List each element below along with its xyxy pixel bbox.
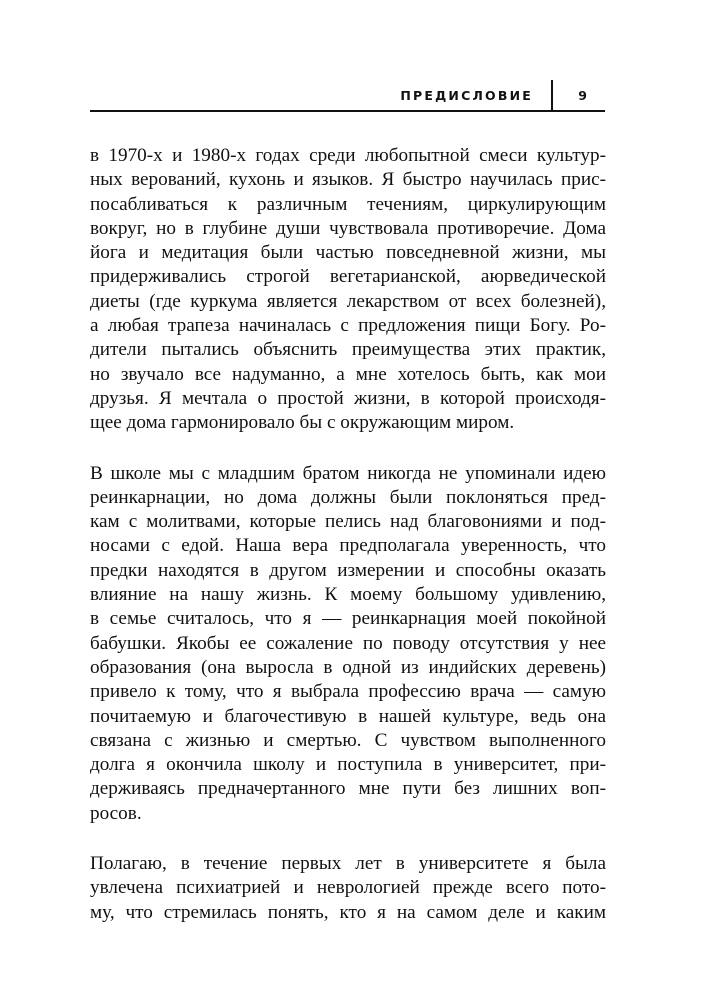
paragraph-2 [90,462,606,826]
text-line: дители пытались объяснить преимущества этих практик, [90,339,606,361]
text-line: а любая трапеза начиналась с предложения пищи Богу. Ро- [90,315,606,337]
text-line: вокруг, но в глубине души чувствовала противоречие. Дома [90,217,606,239]
paragraph-1 [90,144,606,436]
text-line: щее дома гармонировало бы с окружающим миром. [90,412,515,434]
header-rule [90,110,605,112]
text-line: в 1970-х и 1980-х годах среди любопытной смеси культур- [90,145,606,166]
text-line: привело к тому, что я выбрала профессию врача — самую [90,681,606,703]
text-line: предки находятся в другом измерении и способны оказать [90,559,606,581]
text-line: почитаемую и благочестивую в нашей культуре, ведь она [90,705,606,727]
header-divider [551,80,553,110]
text-line: кам с молитвами, которые пелись над благовониями и под- [90,511,606,533]
text-line: посабливаться к различным течениям, циркулирующим [90,193,606,215]
text-line: бабушки. Якобы ее сожаление по поводу отсутствия у нее [90,632,606,654]
text-line: В школе мы с младшим братом никогда не упоминали идею [90,462,606,484]
text-line: связана с жизнью и смертью. С чувством выполненного [90,729,606,751]
text-line: реинкарнации, но дома должны были поклоняться пред- [90,486,606,508]
text-line: му, что стремилась понять, кто я на самом деле и каким [90,901,606,923]
text-line: образования (она выросла в одной из индийских деревень) [90,656,606,678]
text-line: придерживались строгой вегетарианской, аюрведической [90,266,606,288]
running-head [90,80,605,112]
text-line: в семье считалось, что я — реинкарнация моей покойной [90,608,606,630]
text-line: носами с едой. Наша вера предполагала уверенность, что [90,535,606,557]
page-number: 9 [578,88,587,103]
text-line: диеты (где куркума является лекарством от всех болезней), [90,290,606,312]
text-line: увлечена психиатрией и неврологией прежде всего пото- [90,877,606,899]
text-line: друзья. Я мечтала о простой жизни, в которой происходя- [90,387,606,409]
body-text [90,144,606,951]
text-line: Полагаю, в течение первых лет в университете я была [90,853,606,875]
text-line: держиваясь предначертанного мне пути без лишних воп- [90,778,606,800]
text-line: росов. [90,802,142,824]
text-line: долга я окончила школу и поступила в университет, при- [90,754,606,776]
text-line: влияние на нашу жизнь. К моему большому удивлению, [90,584,606,606]
paragraph-3 [90,852,606,925]
text-line: йога и медитация были частью повседневной жизни, мы [90,242,606,264]
text-line: но звучало все надуманно, а мне хотелось быть, как мои [90,363,606,385]
text-line: ных верований, кухонь и языков. Я быстро научилась прис- [90,169,606,191]
section-title: ПРЕДИСЛОВИЕ [400,88,533,103]
